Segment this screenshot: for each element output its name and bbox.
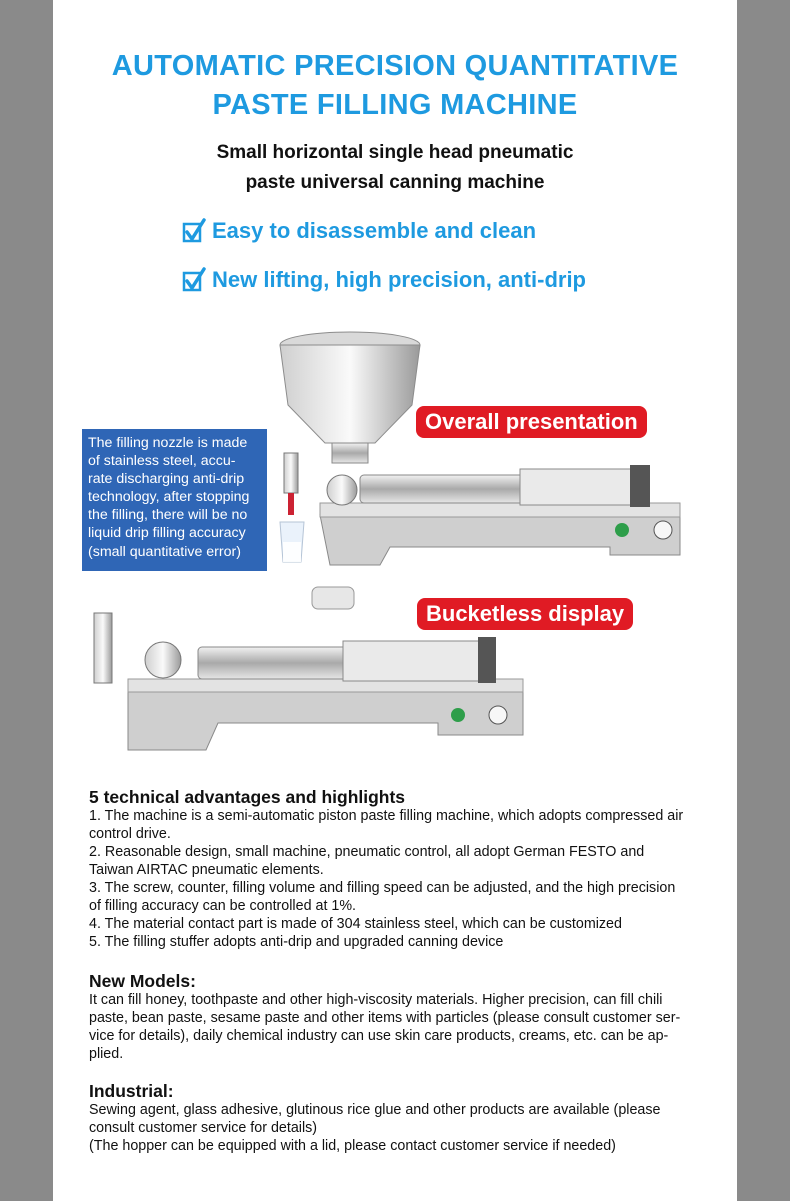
nozzle-note bbox=[82, 429, 267, 571]
page-title-line1: AUTOMATIC PRECISION QUANTITATIVE bbox=[111, 50, 679, 82]
advantage-line: control drive. bbox=[89, 826, 171, 842]
industrial-line: (The hopper can be equipped with a lid, please contact customer service if needed) bbox=[89, 1138, 616, 1154]
industrial-line: Sewing agent, glass adhesive, glutinous rice glue and other products are available (please bbox=[89, 1102, 661, 1118]
new-models-line: vice for details), daily chemical industry can use skin care products, creams, etc. can be ap- bbox=[89, 1028, 669, 1044]
checkmark-icon bbox=[182, 218, 208, 244]
advantage-line: 5. The filling stuffer adopts anti-drip and upgraded canning device bbox=[89, 934, 504, 950]
nozzle-note-line: (small quantitative error) bbox=[88, 543, 241, 560]
feature-item bbox=[182, 267, 586, 293]
advantage-line: 1. The machine is a semi-automatic piston paste filling machine, which adopts compressed air bbox=[89, 808, 684, 824]
subtitle-line2: paste universal canning machine bbox=[245, 172, 545, 193]
feature-item bbox=[182, 218, 536, 244]
feature-label: New lifting, high precision, anti-drip bbox=[212, 267, 586, 292]
nozzle-note-line: technology, after stopping bbox=[88, 489, 250, 506]
new-models-line: It can fill honey, toothpaste and other high-viscosity materials. Higher precision, can fill chili bbox=[89, 992, 663, 1008]
feature-label: Easy to disassemble and clean bbox=[212, 218, 537, 243]
nozzle-note-line: the filling, there will be no bbox=[88, 507, 248, 524]
checkmark-icon bbox=[182, 267, 208, 293]
overall-presentation-label: Overall presentation bbox=[416, 406, 647, 438]
advantage-line: 2. Reasonable design, small machine, pneumatic control, all adopt German FESTO and bbox=[89, 844, 645, 860]
glass-cup-image bbox=[278, 520, 306, 564]
nozzle-note-line: The filling nozzle is made bbox=[88, 435, 248, 451]
industrial-line: consult customer service for details) bbox=[89, 1120, 318, 1136]
advantage-line: 3. The screw, counter, filling volume and filling speed can be adjusted, and the high precision bbox=[89, 880, 676, 896]
industrial-heading: Industrial: bbox=[89, 1081, 174, 1101]
nozzle-note-line: rate discharging anti-drip bbox=[88, 471, 245, 488]
new-models-text bbox=[89, 991, 719, 1063]
bucketless-display-label: Bucketless display bbox=[417, 598, 633, 630]
new-models-heading: New Models: bbox=[89, 971, 196, 991]
subtitle-line1: Small horizontal single head pneumatic bbox=[216, 142, 574, 163]
new-models-line: plied. bbox=[89, 1046, 124, 1062]
advantage-line: of filling accuracy can be controlled at 1%. bbox=[89, 898, 357, 914]
nozzle-note-line: liquid drip filling accuracy bbox=[88, 525, 246, 542]
page-title-line2: PASTE FILLING MACHINE bbox=[212, 89, 578, 121]
industrial-text bbox=[89, 1101, 719, 1155]
nozzle-note-line: of stainless steel, accu- bbox=[88, 453, 236, 470]
advantage-line: Taiwan AIRTAC pneumatic elements. bbox=[89, 862, 324, 878]
advantages-heading: 5 technical advantages and highlights bbox=[89, 787, 406, 807]
new-models-line: paste, bean paste, sesame paste and other items with particles (please consult customer ser- bbox=[89, 1010, 681, 1026]
advantage-line: 4. The material contact part is made of 304 stainless steel, which can be customized bbox=[89, 916, 622, 932]
machine-overall-image bbox=[270, 325, 690, 615]
advantages-list bbox=[89, 807, 719, 951]
